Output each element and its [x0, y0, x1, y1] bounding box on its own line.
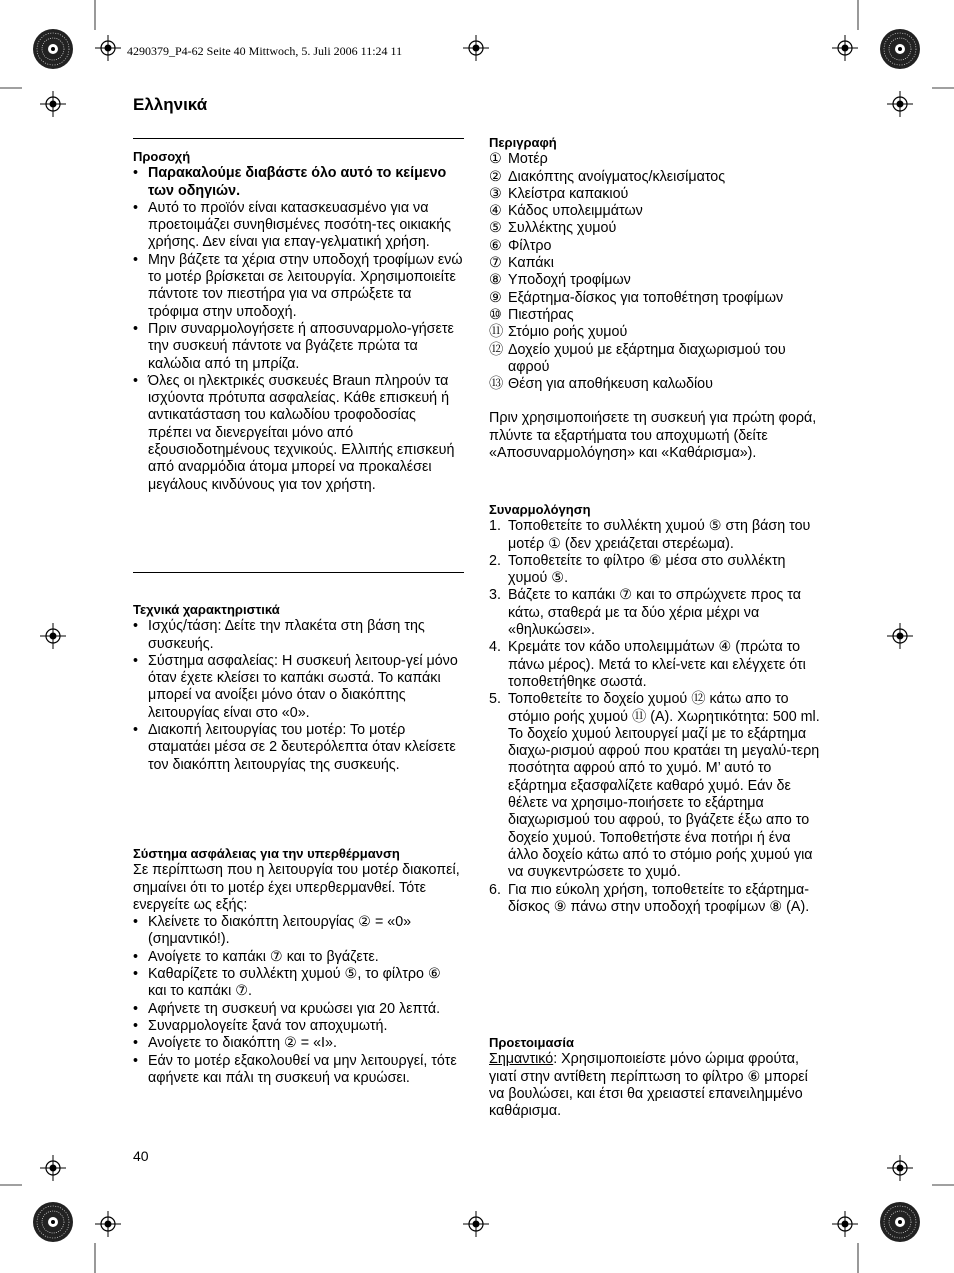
list-item: • Μην βάζετε τα χέρια στην υποδοχή τροφίμων ενώ το μοτέρ βρίσκεται σε λειτουργία. Χρησιμοποιείτε πάντοτε τον πιεστήρα για να σπρώξετε τα τρόφιμα στην υποδοχή.	[133, 251, 463, 320]
crosshair-top-center	[463, 35, 489, 61]
list-item: • Ανοίγετε το καπάκι ⑦ και το βγάζετε.	[133, 948, 379, 965]
overheat-section	[133, 845, 463, 1087]
list-item: ⑫ Δοχείο χυμού με εξάρτημα διαχωρισμού του αφρού	[489, 341, 786, 375]
crosshair-bottom-left	[95, 1211, 121, 1237]
divider-top-left	[133, 138, 464, 139]
list-item: 5. Τοποθετείτε το δοχείο χυμού ⑫ κάτω απο το στόμιο ροής χυμού ⑪ (A). Χωρητικότητα: 500 ml. Το δοχείο χυμού λειτουργεί μαζί με το εξάρτημα διαχω-ρισμού αφρού που κρατάει τη μεγαλύ-τερη ποσότητα αφρού από το χυμό. Μ’ αυτό το εξάρτημα εξασφαλίζετε καθαρό χυμό. Εάν δε θέλετε να χρησιμο-ποιήσετε το εξάρτημα διαχωρισμού του αφρού, το βγάζετε έξω απο το δοχείο χυμού. Τοποθετήστε ένα ποτήρι ή ένα άλλο δοχείο κάτω από το στόμιο ροής χυμού για να συγκεντρώσετε το χυμό.	[489, 691, 820, 881]
list-item: • Ισχύς/τάση: Δείτε την πλακέτα στη βάση της συσκευής.	[133, 618, 425, 652]
overheat-heading: Σύστημα ασφάλειας για την υπερθέρμανση	[133, 846, 400, 861]
parts-list	[489, 151, 824, 393]
caution-list	[133, 165, 463, 494]
overheat-list	[133, 914, 463, 1087]
list-item: ⑥ Φίλτρο	[489, 237, 552, 254]
registration-star-bottom-right	[880, 1202, 920, 1242]
list-item: ⑤ Συλλέκτης χυμού	[489, 220, 617, 237]
preparation-heading: Προετοιμασία	[489, 1035, 574, 1050]
left-column	[133, 148, 463, 494]
list-item: • Εάν το μοτέρ εξακολουθεί να μην λειτουργεί, τότε αφήνετε και πάλι τη συσκευή να κρυώσει.	[133, 1052, 457, 1086]
specs-list	[133, 618, 463, 774]
caution-heading: Προσοχή	[133, 149, 191, 164]
list-item: 1. Τοποθετείτε το συλλέκτη χυμού ⑤ στη βάση του μοτέρ ① (δεν χρειάζεται στερέωμα).	[489, 518, 811, 552]
list-item: ⑧ Υποδοχή τροφίμων	[489, 272, 631, 289]
crosshair-top-left	[95, 35, 121, 61]
specs-section	[133, 601, 463, 774]
crosshair-left-middle	[40, 623, 66, 649]
list-item: ① Μοτέρ	[489, 151, 548, 168]
list-item: • Αυτό το προϊόν είναι κατασκευασμένο για να προετοιμάζει συνηθισμένες ποσότη-τες οικιακής χρήσης. Δεν είναι για επαγ-γελματική χρήση.	[133, 199, 452, 251]
list-item: • Παρακαλούμε διαβάστε όλο αυτό το κείμενο των οδηγιών.	[133, 165, 447, 199]
overheat-intro: Σε περίπτωση που η λειτουργία του μοτέρ διακοπεί, σημαίνει ότι το μοτέρ έχει υπερθερμανθεί. Τότε ενεργείτε ως εξής:	[133, 862, 460, 913]
list-item: 4. Κρεμάτε τον κάδο υπολειμμάτων ④ (πρώτα το πάνω μέρος). Μετά το κλεί-νετε και ελέγχετε ότι τοποθετήθηκε σωστά.	[489, 639, 806, 690]
print-header: 4290379_P4-62 Seite 40 Mittwoch, 5. Juli 2006 11:24 11	[127, 44, 403, 58]
list-item: • Ανοίγετε το διακόπτη ② = «I».	[133, 1035, 337, 1052]
list-item: • Κλείνετε το διακόπτη λειτουργίας ② = «0» (σημαντικό!).	[133, 914, 412, 948]
page-number: 40	[133, 1148, 149, 1164]
crosshair-right-upper	[887, 91, 913, 117]
list-item: ⑦ Καπάκι	[489, 255, 554, 272]
language-heading: Ελληνικά	[133, 95, 208, 114]
crosshair-left-lower	[40, 1155, 66, 1181]
first-use-note: Πριν χρησιμοποιήσετε τη συσκευή για πρώτη φορά, πλύντε τα εξαρτήματα του αποχυμωτή (δείτε «Αποσυναρμολόγηση» και «Καθάρισμα»).	[489, 410, 817, 462]
description-heading: Περιγραφή	[489, 135, 557, 150]
list-item: ⑨ Εξάρτημα-δίσκος για τοποθέτηση τροφίμων	[489, 289, 784, 306]
registration-star-bottom-left	[33, 1202, 73, 1242]
assembly-steps	[489, 518, 824, 916]
divider-middle-left	[133, 572, 464, 573]
registration-star-top-left	[33, 29, 73, 69]
list-item: • Σύστημα ασφαλείας: Η συσκευή λειτουρ-γεί μόνο όταν έχετε κλείσει το καπάκι σωστά. Το καπάκι μπορεί να ανοίξει μόνο όταν ο διακόπτης λειτουργίας είναι στο «0».	[133, 652, 458, 721]
crosshair-right-lower	[887, 1155, 913, 1181]
specs-heading: Τεχνικά χαρακτηριστικά	[133, 602, 280, 617]
list-item: ⑬ Θέση για αποθήκευση καλωδίου	[489, 376, 713, 393]
list-item: • Καθαρίζετε το συλλέκτη χυμού ⑤, το φίλτρο ⑥ και το καπάκι ⑦.	[133, 966, 441, 1000]
list-item: ④ Κάδος υπολειμμάτων	[489, 203, 643, 220]
crosshair-top-right	[832, 35, 858, 61]
list-item: ② Διακόπτης ανοίγματος/κλεισίματος	[489, 168, 726, 185]
list-item: • Διακοπή λειτουργίας του μοτέρ: Το μοτέρ σταματάει μέσα σε 2 δευτερόλεπτα όταν κλείσετε τον διακόπτη λειτουργίας της συσκευής.	[133, 722, 456, 773]
assembly-section	[489, 501, 824, 916]
crosshair-left-upper	[40, 91, 66, 117]
list-item: • Πριν συναρμολογήσετε ή αποσυναρμολο-γήσετε την συσκευή πάντοτε να βγάζετε πρώτα τα καλώδια από τη μπρίζα.	[133, 320, 454, 372]
important-label: Σημαντικό	[489, 1051, 554, 1068]
list-item: 6. Για πιο εύκολη χρήση, τοποθετείτε το εξάρτημα-δίσκος ⑨ πάνω στην υποδοχή τροφίμων ⑧ (A).	[489, 881, 810, 915]
list-item: ⑩ Πιεστήρας	[489, 306, 574, 323]
preparation-section	[489, 1034, 824, 1120]
description-section	[489, 134, 824, 462]
list-item: • Αφήνετε τη συσκευή να κρυώσει για 20 λεπτά.	[133, 1000, 441, 1017]
list-item: ③ Κλείστρα καπακιού	[489, 185, 629, 202]
crosshair-bottom-right	[832, 1211, 858, 1237]
list-item: 2. Τοποθετείτε το φίλτρο ⑥ μέσα στο συλλέκτη χυμού ⑤.	[489, 552, 786, 587]
assembly-heading: Συναρμολόγηση	[489, 502, 591, 517]
crosshair-bottom-center	[463, 1211, 489, 1237]
list-item: ⑪ Στόμιο ροής χυμού	[489, 324, 628, 341]
crosshair-right-middle	[887, 623, 913, 649]
list-item: • Όλες οι ηλεκτρικές συσκευές Braun πληρούν τα ισχύοντα πρότυπα ασφαλείας. Κάθε επισκευή ή αντικατάσταση του καλωδίου τροφοδοσίας πρέπει να διενεργείται μόνο από εξουσιοδοτημένους τεχνικούς. Ελλιπής επισκευή από αναρμόδια άτομα μπορεί να προκαλέσει μεγάλους κινδύνους για τον χρήστη.	[133, 372, 455, 493]
list-item: • Συναρμολογείτε ξανά τον αποχυμωτή.	[133, 1017, 388, 1034]
list-item: 3. Βάζετε το καπάκι ⑦ και το σπρώχνετε προς τα κάτω, σταθερά με τα δύο χέρια μέχρι να «θηλυκώσει».	[489, 587, 801, 639]
preparation-text: Σημαντικό: Χρησιμοποιείστε μόνο ώριμα φρούτα, γιατί στην αντίθετη περίπτωση το φίλτρο ⑥ μπορεί να βουλώσει, και έτσι θα χρειαστεί επανειλημμένο καθάρισμα.	[489, 1051, 808, 1120]
registration-star-top-right	[880, 29, 920, 69]
